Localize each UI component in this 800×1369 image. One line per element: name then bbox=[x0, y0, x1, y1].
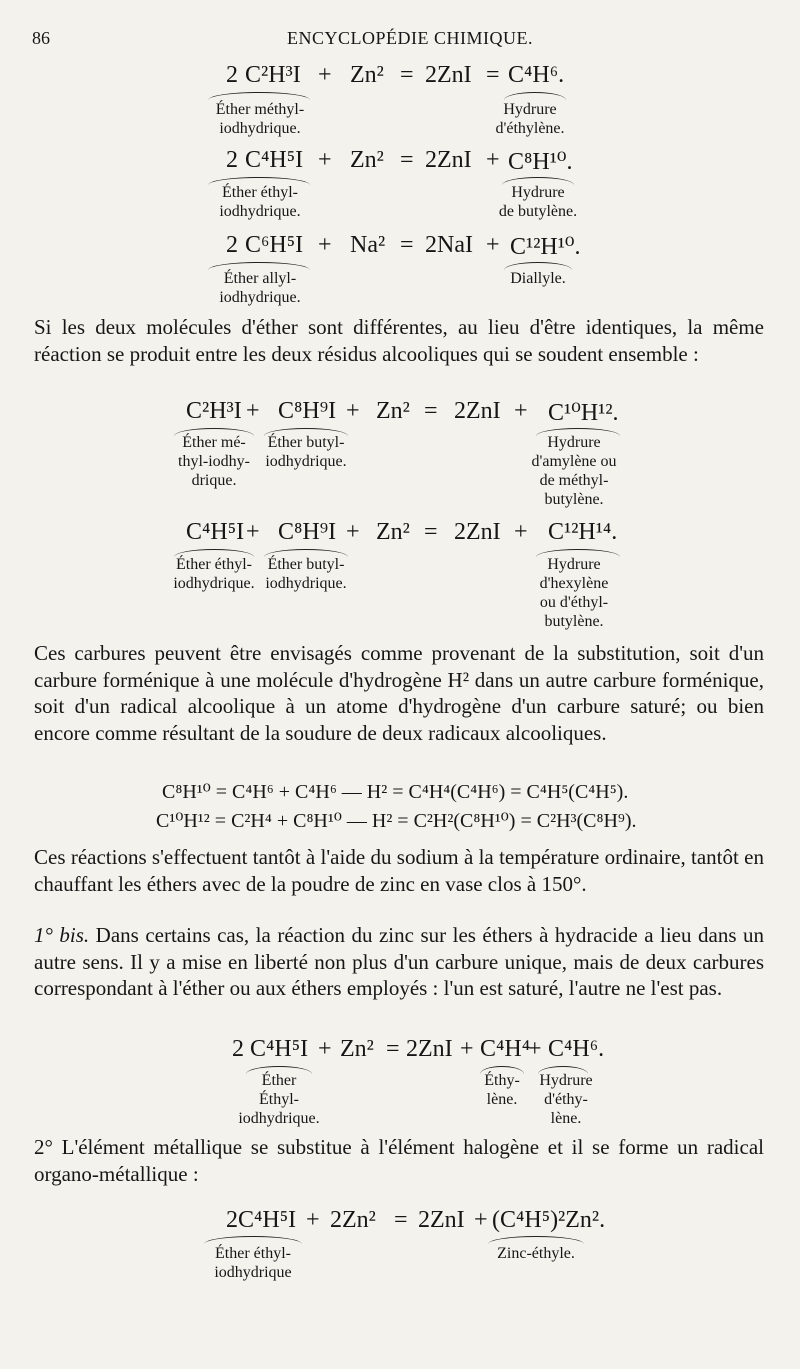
eq8-label-1b: Éthyl- bbox=[259, 1091, 299, 1108]
eq1-product-2: C⁴H⁶. bbox=[508, 62, 565, 88]
eq9-label-1b: iodhydrique bbox=[214, 1264, 292, 1281]
eq5-plus-2: + bbox=[346, 519, 360, 545]
eq1-label-2a: Hydrure bbox=[503, 101, 557, 118]
eq4-reactant-2: C⁸H⁹I bbox=[278, 398, 337, 424]
eq1-label-1a: Éther méthyl- bbox=[215, 101, 305, 118]
eq2-label-2a: Hydrure bbox=[511, 184, 565, 201]
eq9-plus-2: + bbox=[474, 1207, 488, 1233]
eq8-label-3a: Hydrure bbox=[539, 1072, 593, 1089]
eq2-reactant-1: C⁴H⁵I bbox=[245, 147, 304, 173]
eq2-product-2: C⁸H¹⁰. bbox=[508, 149, 573, 175]
eq5-product-1: 2ZnI bbox=[454, 519, 501, 545]
eq2-plus: + bbox=[318, 147, 332, 173]
eq1-reactant-2: Zn² bbox=[350, 62, 384, 88]
eq5-label-3a: Hydrure bbox=[547, 556, 601, 573]
eq1-brace-1 bbox=[208, 92, 310, 100]
paragraph-1-bis bbox=[34, 922, 764, 1002]
eq5-label-3c: ou d'éthyl- bbox=[539, 594, 609, 611]
eq4-reactant-1: C²H³I bbox=[186, 398, 242, 424]
eq2-equals: = bbox=[400, 147, 414, 173]
eq3-product-1: 2NaI bbox=[425, 232, 473, 258]
eq2-plus-2: + bbox=[486, 147, 500, 173]
eq4-product-2: C¹⁰H¹². bbox=[548, 400, 619, 426]
eq2-reactant-2: Zn² bbox=[350, 147, 384, 173]
eq5-equals: = bbox=[424, 519, 438, 545]
eq9-label-2a: Zinc-éthyle. bbox=[497, 1245, 575, 1262]
eq4-label-1b: thyl-iodhy- bbox=[178, 453, 250, 470]
eq2-label-2b: de butylène. bbox=[498, 203, 578, 220]
eq8-reactant-2: Zn² bbox=[340, 1036, 374, 1062]
eq4-plus-2: + bbox=[346, 398, 360, 424]
eq8-plus-2: + bbox=[460, 1036, 474, 1062]
eq5-label-3b: d'hexylène bbox=[539, 575, 609, 592]
eq5-label-1b: iodhydrique. bbox=[173, 575, 255, 592]
page-number: 86 bbox=[32, 28, 50, 48]
eq2-label-1a: Éther éthyl- bbox=[222, 184, 298, 201]
running-title: ENCYCLOPÉDIE CHIMIQUE. bbox=[287, 28, 533, 48]
eq3-label-1a: Éther allyl- bbox=[223, 270, 297, 287]
eq5-plus-3: + bbox=[514, 519, 528, 545]
eq9-brace-2 bbox=[488, 1236, 584, 1244]
eq4-label-3c: de méthyl- bbox=[539, 472, 609, 489]
equation-decane-line: C¹⁰H¹² = C²H⁴ + C⁸H¹⁰ — H² = C²H²(C⁸H¹⁰) = C²H³(C⁸H⁹). bbox=[156, 810, 637, 832]
eq8-plus-1: + bbox=[318, 1036, 332, 1062]
eq4-label-3d: butylène. bbox=[544, 491, 604, 508]
eq8-label-3c: lène. bbox=[550, 1110, 582, 1127]
eq8-label-2a: Éthy- bbox=[484, 1072, 520, 1089]
eq1-equals: = bbox=[400, 62, 414, 88]
paragraph-organometallic: 2° L'élément métallique se substitue à l'élément halogène et il se forme un radical organo-métallique : bbox=[34, 1135, 764, 1186]
eq1-reactant-1: C²H³I bbox=[245, 62, 301, 88]
eq8-product-1: 2ZnI bbox=[406, 1036, 453, 1062]
eq3-coefficient: 2 bbox=[226, 232, 238, 258]
eq5-reactant-3: Zn² bbox=[376, 519, 410, 545]
eq4-label-1c: drique. bbox=[191, 472, 237, 489]
eq4-label-3b: d'amylène ou bbox=[531, 453, 617, 470]
eq3-equals: = bbox=[400, 232, 414, 258]
eq1-plus: + bbox=[318, 62, 332, 88]
eq4-plus-3: + bbox=[514, 398, 528, 424]
eq9-brace-1 bbox=[204, 1236, 302, 1244]
eq9-reactant-2: 2Zn² bbox=[330, 1207, 376, 1233]
eq1-label-2b: d'éthylène. bbox=[495, 120, 565, 137]
eq4-equals: = bbox=[424, 398, 438, 424]
eq4-label-2a: Éther butyl- bbox=[267, 434, 345, 451]
eq9-equals: = bbox=[394, 1207, 408, 1233]
eq2-label-1b: iodhydrique. bbox=[219, 203, 301, 220]
eq9-reactant-1: 2C⁴H⁵I bbox=[226, 1207, 297, 1233]
eq1-label-1b: iodhydrique. bbox=[219, 120, 301, 137]
eq3-product-2: C¹²H¹⁰. bbox=[510, 234, 581, 260]
eq9-plus-1: + bbox=[306, 1207, 320, 1233]
eq5-label-2b: iodhydrique. bbox=[265, 575, 347, 592]
eq8-equals: = bbox=[386, 1036, 400, 1062]
eq3-reactant-1: C⁶H⁵I bbox=[245, 232, 304, 258]
eq5-plus-1: + bbox=[246, 519, 260, 545]
eq4-label-2b: iodhydrique. bbox=[265, 453, 347, 470]
eq3-reactant-2: Na² bbox=[350, 232, 386, 258]
paragraph-different-ethers: Si les deux molécules d'éther sont différentes, au lieu d'être identiques, la même réaction se produit entre les deux résidus alcooliques qui se soudent ensemble : bbox=[34, 315, 764, 366]
eq9-label-1a: Éther éthyl- bbox=[215, 1245, 291, 1262]
eq8-product-2: C⁴H⁴ bbox=[480, 1036, 531, 1062]
eq9-product-1: 2ZnI bbox=[418, 1207, 465, 1233]
eq4-plus-1: + bbox=[246, 398, 260, 424]
eq2-product-1: 2ZnI bbox=[425, 147, 472, 173]
eq4-label-1a: Éther mé- bbox=[182, 434, 246, 451]
eq8-label-2b: lène. bbox=[486, 1091, 518, 1108]
eq8-label-1a: Éther bbox=[261, 1072, 297, 1089]
eq4-product-1: 2ZnI bbox=[454, 398, 501, 424]
eq5-label-3d: butylène. bbox=[544, 613, 604, 630]
eq5-label-1a: Éther éthyl- bbox=[176, 556, 252, 573]
section-marker-1-bis: 1° bis. bbox=[34, 923, 90, 947]
eq8-label-3b: d'éthy- bbox=[544, 1091, 588, 1108]
eq5-reactant-2: C⁸H⁹I bbox=[278, 519, 337, 545]
eq8-label-1c: iodhydrique. bbox=[238, 1110, 320, 1127]
eq3-label-1b: iodhydrique. bbox=[219, 289, 301, 306]
eq4-reactant-3: Zn² bbox=[376, 398, 410, 424]
eq8-reactant-1: 2 C⁴H⁵I bbox=[232, 1036, 309, 1062]
eq8-product-3: C⁴H⁶. bbox=[548, 1036, 605, 1062]
eq3-plus-2: + bbox=[486, 232, 500, 258]
eq8-plus-3: + bbox=[528, 1036, 542, 1062]
eq1-coefficient: 2 bbox=[226, 62, 238, 88]
equation-octane-line: C⁸H¹⁰ = C⁴H⁶ + C⁴H⁶ — H² = C⁴H⁴(C⁴H⁶) = C⁴H⁵(C⁴H⁵). bbox=[162, 781, 629, 803]
eq1-product-1: 2ZnI bbox=[425, 62, 472, 88]
eq5-reactant-1: C⁴H⁵I bbox=[186, 519, 245, 545]
eq4-label-3a: Hydrure bbox=[547, 434, 601, 451]
eq5-product-2: C¹²H¹⁴. bbox=[548, 519, 618, 545]
paragraph-substitution: Ces carbures peuvent être envisagés comme provenant de la substitution, soit d'un carbure forménique à une molécule d'hydrogène H² dans un autre carbure forménique, soit d'un radical alcoolique à un atome d'hydrogène d'un carbure saturé; ou bien encore comme résultant de la soudure de deux radicaux alcooliques. bbox=[34, 641, 764, 745]
eq5-label-2a: Éther butyl- bbox=[267, 556, 345, 573]
paragraph-1-bis-text: Dans certains cas, la réaction du zinc sur les éthers à hydracide a lieu dans un autre sens. Il y a mise en liberté non plus d'un carbure unique, mais de deux carbures correspondant à l'éther ou aux éthers employés : l'un est saturé, l'autre ne l'est pas. bbox=[34, 923, 764, 1000]
eq1-brace-2 bbox=[504, 92, 566, 100]
eq1-equals-2: = bbox=[486, 62, 500, 88]
paragraph-reaction-conditions: Ces réactions s'effectuent tantôt à l'aide du sodium à la température ordinaire, tantôt en chauffant les éthers avec de la poudre de zinc en vase clos à 150°. bbox=[34, 845, 764, 896]
eq9-product-2: (C⁴H⁵)²Zn². bbox=[492, 1207, 606, 1233]
eq2-coefficient: 2 bbox=[226, 147, 238, 173]
eq3-label-2a: Diallyle. bbox=[510, 270, 566, 287]
eq3-plus: + bbox=[318, 232, 332, 258]
